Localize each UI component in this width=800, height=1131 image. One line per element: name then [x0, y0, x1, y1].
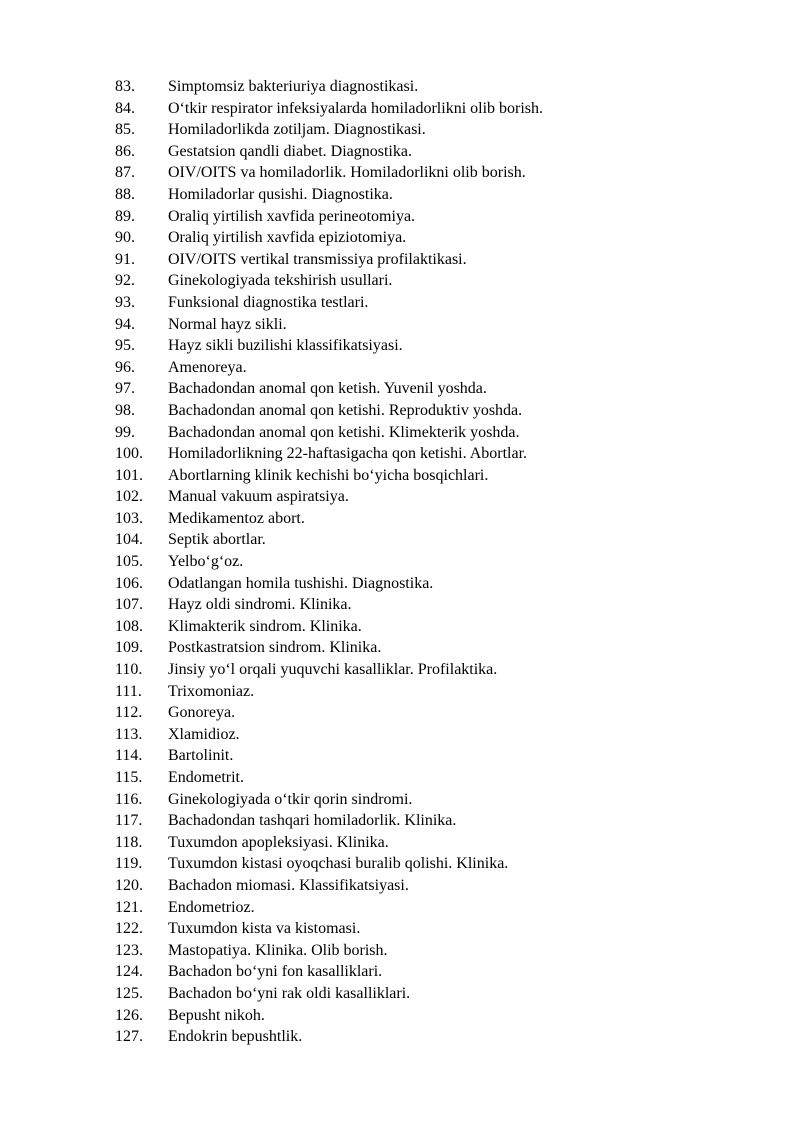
list-item — [115, 724, 755, 746]
item-text: Postkastratsion sindrom. Klinika. — [168, 639, 382, 657]
item-number: 100. — [115, 445, 143, 463]
list-item — [115, 940, 755, 962]
item-text: Manual vakuum aspiratsiya. — [168, 488, 349, 506]
list-item — [115, 465, 755, 487]
list-item — [115, 616, 755, 638]
item-text: Bepusht nikoh. — [168, 1006, 265, 1024]
item-text: Klimakterik sindrom. Klinika. — [168, 617, 362, 635]
item-text: Tuxumdon kista va kistomasi. — [168, 920, 361, 938]
item-number: 94. — [115, 315, 135, 333]
list-item — [115, 810, 755, 832]
item-number: 112. — [115, 704, 143, 722]
item-number: 90. — [115, 229, 135, 247]
item-text: Bachadondan anomal qon ketish. Yuvenil yoshda. — [168, 380, 487, 398]
item-text: Jinsiy yo‘l orqali yuquvchi kasalliklar. Profilaktika. — [168, 661, 498, 679]
list-item — [115, 789, 755, 811]
item-number: 87. — [115, 164, 135, 182]
item-number: 89. — [115, 207, 135, 225]
list-item — [115, 637, 755, 659]
item-text: Tuxumdon apopleksiyasi. Klinika. — [168, 833, 389, 851]
list-item — [115, 206, 755, 228]
item-text: Trixomoniaz. — [168, 682, 255, 700]
item-text: Oraliq yirtilish xavfida epiziotomiya. — [168, 229, 407, 247]
item-number: 85. — [115, 121, 135, 139]
item-number: 99. — [115, 423, 135, 441]
item-text: Odatlangan homila tushishi. Diagnostika. — [168, 574, 434, 592]
list-item — [115, 551, 755, 573]
list-item — [115, 853, 755, 875]
item-number: 118. — [115, 833, 143, 851]
item-number: 114. — [115, 747, 143, 765]
item-number: 127. — [115, 1028, 143, 1046]
list-item — [115, 897, 755, 919]
item-text: Normal hayz sikli. — [168, 315, 287, 333]
list-item — [115, 832, 755, 854]
list-item — [115, 357, 755, 379]
list-item — [115, 119, 755, 141]
item-number: 101. — [115, 466, 143, 484]
item-number: 92. — [115, 272, 135, 290]
item-text: Ginekologiyada tekshirish usullari. — [168, 272, 393, 290]
list-item — [115, 681, 755, 703]
list-item — [115, 76, 755, 98]
item-number: 122. — [115, 920, 143, 938]
item-text: O‘tkir respirator infeksiyalarda homiladorlikni olib borish. — [168, 99, 544, 117]
item-number: 116. — [115, 790, 143, 808]
item-number: 113. — [115, 725, 143, 743]
item-number: 110. — [115, 661, 143, 679]
item-text: Endometrioz. — [168, 898, 255, 916]
list-item — [115, 184, 755, 206]
item-text: Ginekologiyada o‘tkir qorin sindromi. — [168, 790, 413, 808]
item-number: 95. — [115, 337, 135, 355]
item-text: OIV/OITS va homiladorlik. Homiladorlikni olib borish. — [168, 164, 526, 182]
list-item — [115, 1026, 755, 1048]
item-text: Homiladorlikda zotiljam. Diagnostikasi. — [168, 121, 426, 139]
item-number: 103. — [115, 509, 143, 527]
item-number: 104. — [115, 531, 143, 549]
list-item — [115, 918, 755, 940]
item-text: Endometrit. — [168, 769, 244, 786]
list-item — [115, 508, 755, 530]
item-number: 97. — [115, 380, 135, 398]
item-text: Bachadon miomasi. Klassifikatsiyasi. — [168, 876, 409, 894]
list-item — [115, 162, 755, 184]
item-number: 120. — [115, 876, 143, 894]
item-number: 125. — [115, 984, 143, 1002]
item-number: 91. — [115, 250, 135, 268]
item-number: 96. — [115, 358, 135, 376]
item-text: Gestatsion qandli diabet. Diagnostika. — [168, 142, 412, 160]
item-number: 115. — [115, 769, 143, 786]
list-item — [115, 141, 755, 163]
item-number: 124. — [115, 963, 143, 981]
item-text: Bartolinit. — [168, 747, 234, 765]
item-number: 93. — [115, 293, 135, 311]
list-item — [115, 961, 755, 983]
item-text: Endokrin bepushtlik. — [168, 1028, 303, 1046]
item-number: 88. — [115, 185, 135, 203]
item-text: Funksional diagnostika testlari. — [168, 293, 369, 311]
list-item — [115, 335, 755, 357]
list-item — [115, 767, 755, 789]
item-number: 105. — [115, 553, 143, 571]
list-item — [115, 292, 755, 314]
item-text: Mastopatiya. Klinika. Olib borish. — [168, 941, 388, 959]
item-text: Bachadondan anomal qon ketishi. Reproduktiv yoshda. — [168, 401, 523, 419]
list-item — [115, 443, 755, 465]
item-text: Homiladorlar qusishi. Diagnostika. — [168, 185, 393, 203]
item-number: 102. — [115, 488, 143, 506]
list-item — [115, 270, 755, 292]
list-item — [115, 486, 755, 508]
list-item — [115, 1005, 755, 1027]
list-item — [115, 98, 755, 120]
item-number: 117. — [115, 812, 143, 830]
item-text: Amenoreya. — [168, 358, 247, 376]
numbered-topic-list — [115, 76, 755, 1048]
item-number: 83. — [115, 78, 135, 95]
list-item — [115, 314, 755, 336]
item-number: 121. — [115, 898, 143, 916]
list-item — [115, 702, 755, 724]
list-item — [115, 745, 755, 767]
item-text: OIV/OITS vertikal transmissiya profilaktikasi. — [168, 250, 467, 268]
item-number: 111. — [115, 682, 142, 700]
item-text: Hayz oldi sindromi. Klinika. — [168, 596, 352, 614]
list-item — [115, 659, 755, 681]
item-text: Bachadon bo‘yni rak oldi kasalliklari. — [168, 984, 411, 1002]
item-number: 107. — [115, 596, 143, 614]
item-text: Septik abortlar. — [168, 531, 266, 549]
list-item — [115, 594, 755, 616]
item-text: Xlamidioz. — [168, 725, 240, 743]
item-text: Abortlarning klinik kechishi bo‘yicha bosqichlari. — [168, 466, 489, 484]
item-text: Bachadon bo‘yni fon kasalliklari. — [168, 963, 383, 981]
item-text: Tuxumdon kistasi oyoqchasi buralib qolishi. Klinika. — [168, 855, 509, 873]
item-text: Homiladorlikning 22-haftasigacha qon ketishi. Abortlar. — [168, 445, 528, 463]
list-item — [115, 378, 755, 400]
list-item — [115, 983, 755, 1005]
item-text: Yelbo‘g‘oz. — [168, 553, 244, 571]
item-number: 109. — [115, 639, 143, 657]
list-item — [115, 400, 755, 422]
item-number: 86. — [115, 142, 135, 160]
item-text: Gonoreya. — [168, 704, 236, 722]
item-text: Oraliq yirtilish xavfida perineotomiya. — [168, 207, 416, 225]
item-number: 84. — [115, 99, 135, 117]
list-item — [115, 227, 755, 249]
item-text: Medikamentoz abort. — [168, 509, 305, 527]
item-number: 123. — [115, 941, 143, 959]
item-text: Simptomsiz bakteriuriya diagnostikasi. — [168, 78, 419, 95]
item-number: 106. — [115, 574, 143, 592]
list-item — [115, 573, 755, 595]
item-number: 126. — [115, 1006, 143, 1024]
item-text: Bachadondan anomal qon ketishi. Klimekterik yoshda. — [168, 423, 520, 441]
item-text: Bachadondan tashqari homiladorlik. Klinika. — [168, 812, 457, 830]
list-item — [115, 875, 755, 897]
item-text: Hayz sikli buzilishi klassifikatsiyasi. — [168, 337, 403, 355]
item-number: 119. — [115, 855, 143, 873]
list-item — [115, 249, 755, 271]
item-number: 108. — [115, 617, 143, 635]
list-item — [115, 529, 755, 551]
list-item — [115, 422, 755, 444]
item-number: 98. — [115, 401, 135, 419]
